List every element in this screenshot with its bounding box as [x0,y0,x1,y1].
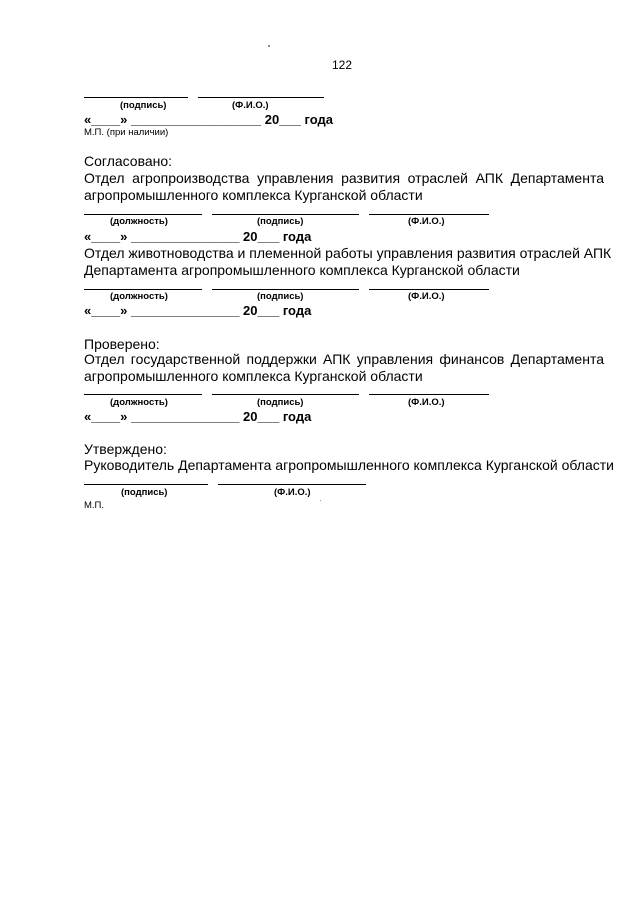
approved-line-1: Руководитель Департамента агропромышленного комплекса Курганской области [84,457,614,473]
caption-fio: (Ф.И.О.) [408,291,445,302]
approved-heading: Утверждено: [84,441,167,457]
caption-position: (должность) [110,397,168,408]
caption-position: (должность) [110,216,168,227]
position-line [84,214,202,215]
dept2-line-2: Департамента агропромышленного комплекса Курганской области [84,262,520,278]
signature-line [84,484,208,485]
date-line: «____» _______________ 20___ года [84,409,312,424]
date-line: «____» __________________ 20___ года [84,112,333,127]
agreed-heading: Согласовано: [84,153,173,169]
signature-line [212,289,359,290]
caption-position: (должность) [110,291,168,302]
signature-line [212,214,359,215]
caption-fio: (Ф.И.О.) [274,487,311,498]
signature-line [84,97,188,98]
scan-speck [268,45,270,47]
fio-line [218,484,366,485]
caption-fio: (Ф.И.О.) [408,216,445,227]
scan-speck [320,500,321,501]
checked-line-2: агропромышленного комплекса Курганской области [84,368,423,384]
dept2-line-1: Отдел животноводства и племенной работы управления развития отраслей АПК [84,245,612,261]
page-number: 122 [331,58,353,72]
caption-signature: (подпись) [121,487,168,498]
caption-fio: (Ф.И.О.) [408,397,445,408]
stamp-note: М.П. (при наличии) [84,127,169,138]
signature-line [212,394,359,395]
caption-signature: (подпись) [120,100,167,111]
caption-signature: (подпись) [257,216,304,227]
dept1-line-2: агропромышленного комплекса Курганской области [84,187,423,203]
checked-heading: Проверено: [84,336,160,352]
checked-line-1: Отдел государственной поддержки АПК управления финансов Департамента [84,351,604,367]
caption-signature: (подпись) [257,397,304,408]
caption-signature: (подпись) [257,291,304,302]
fio-line [369,394,489,395]
date-line: «____» _______________ 20___ года [84,229,312,244]
position-line [84,289,202,290]
dept1-line-1: Отдел агропроизводства управления развития отраслей АПК Департамента [84,170,604,186]
caption-fio: (Ф.И.О.) [232,100,269,111]
stamp-note: М.П. [84,500,105,511]
fio-line [198,97,324,98]
fio-line [369,289,489,290]
fio-line [369,214,489,215]
position-line [84,394,202,395]
date-line: «____» _______________ 20___ года [84,303,312,318]
